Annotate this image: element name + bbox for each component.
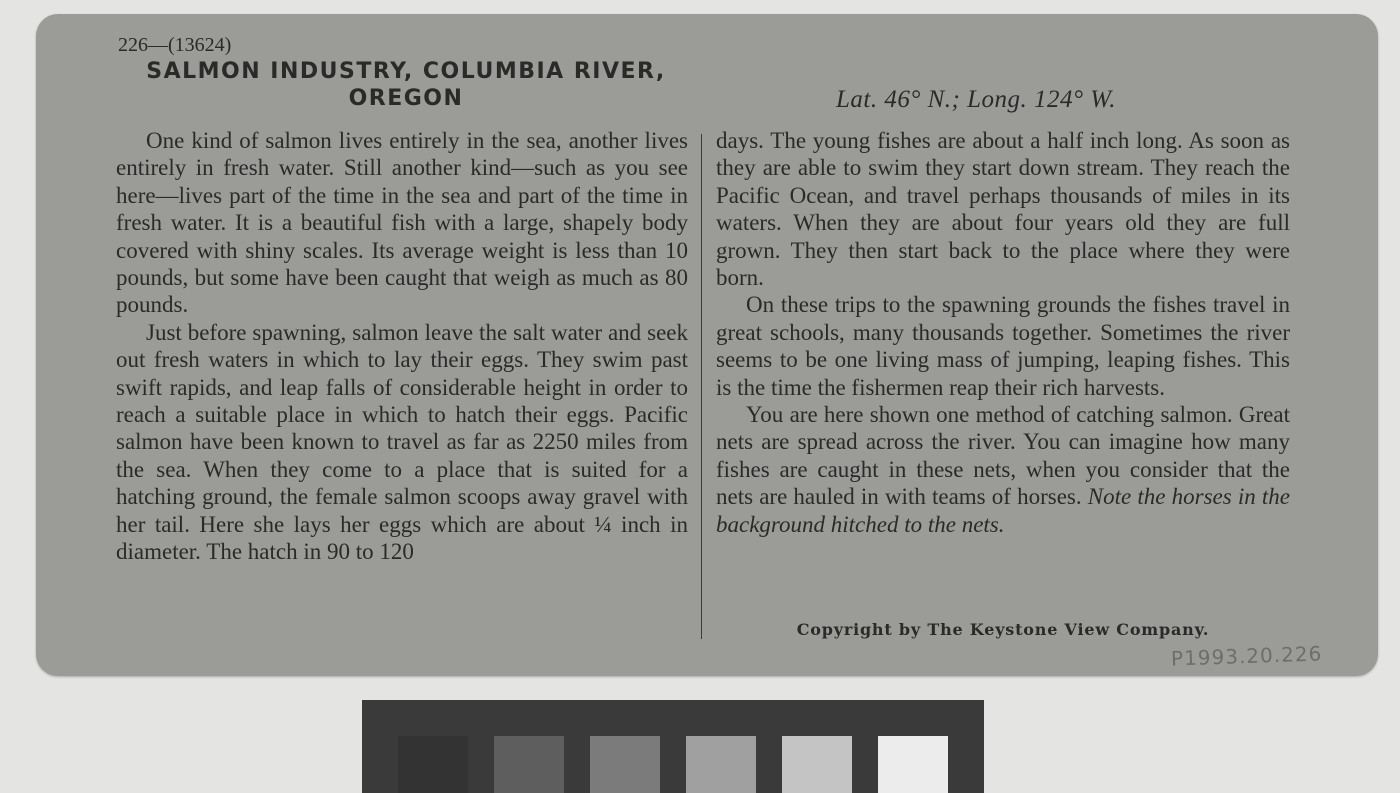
left-column: [116, 127, 688, 566]
gray-swatch: [590, 736, 660, 793]
right-column: [716, 127, 1290, 538]
copyright-line: Copyright by The Keystone View Company.: [796, 620, 1210, 639]
paragraph-text: You are here shown one method of catching salmon. Great nets are spread across the river. You can imagine how many fishes are caught in these nets, when you consider that the nets are hauled in with teams of horses.: [716, 402, 1290, 510]
gray-swatch: [494, 736, 564, 793]
card-title: SALMON INDUSTRY, COLUMBIA RIVER, OREGON: [146, 59, 666, 111]
paragraph: days. The young fishes are about a half inch long. As soon as they are able to swim they start down stream. They reach the Pacific Ocean, and travel perhaps thousands of miles in its waters. When they are about four years old they are full grown. They then start back to the place where they were born.: [716, 128, 1290, 291]
paragraph-italic-note: Note the horses in the background hitched to the nets.: [716, 484, 1290, 537]
card-number: 226—(13624): [118, 34, 232, 56]
coordinates: Lat. 46° N.; Long. 124° W.: [836, 86, 1117, 113]
paragraph-final: [716, 401, 1290, 538]
paragraph: On these trips to the spawning grounds the fishes travel in great schools, many thousands together. Sometimes the river seems to be one living mass of jumping, leaping fishes. This is the time the fishermen reap their rich harvests.: [716, 292, 1290, 400]
stereograph-card-back: [36, 14, 1378, 676]
gray-swatch: [782, 736, 852, 793]
catalog-number: P1993.20.226: [1170, 641, 1323, 671]
gray-swatch: [398, 736, 468, 793]
color-calibration-bar: [362, 700, 984, 793]
gray-swatch: [686, 736, 756, 793]
gray-swatch: [878, 736, 948, 793]
column-divider: [701, 134, 702, 639]
paragraph: One kind of salmon lives entirely in the sea, another lives entirely in fresh water. Still another kind—such as you see here—lives part of the time in the sea and part of the time in fresh water. It is a beautiful fish with a large, shapely body covered with shiny scales. Its average weight is less than 10 pounds, but some have been caught that weigh as much as 80 pounds.: [116, 128, 688, 318]
paragraph: Just before spawning, salmon leave the salt water and seek out fresh waters in which to lay their eggs. They swim past swift rapids, and leap falls of considerable height in order to reach a suitable place in which to hatch their eggs. Pacific salmon have been known to travel as far as 2250 miles from the sea. When they come to a place that is suited for a hatching ground, the female salmon scoops away gravel with her tail. Here she lays her eggs which are about ¼ inch in diameter. The hatch in 90 to 120: [116, 319, 688, 565]
